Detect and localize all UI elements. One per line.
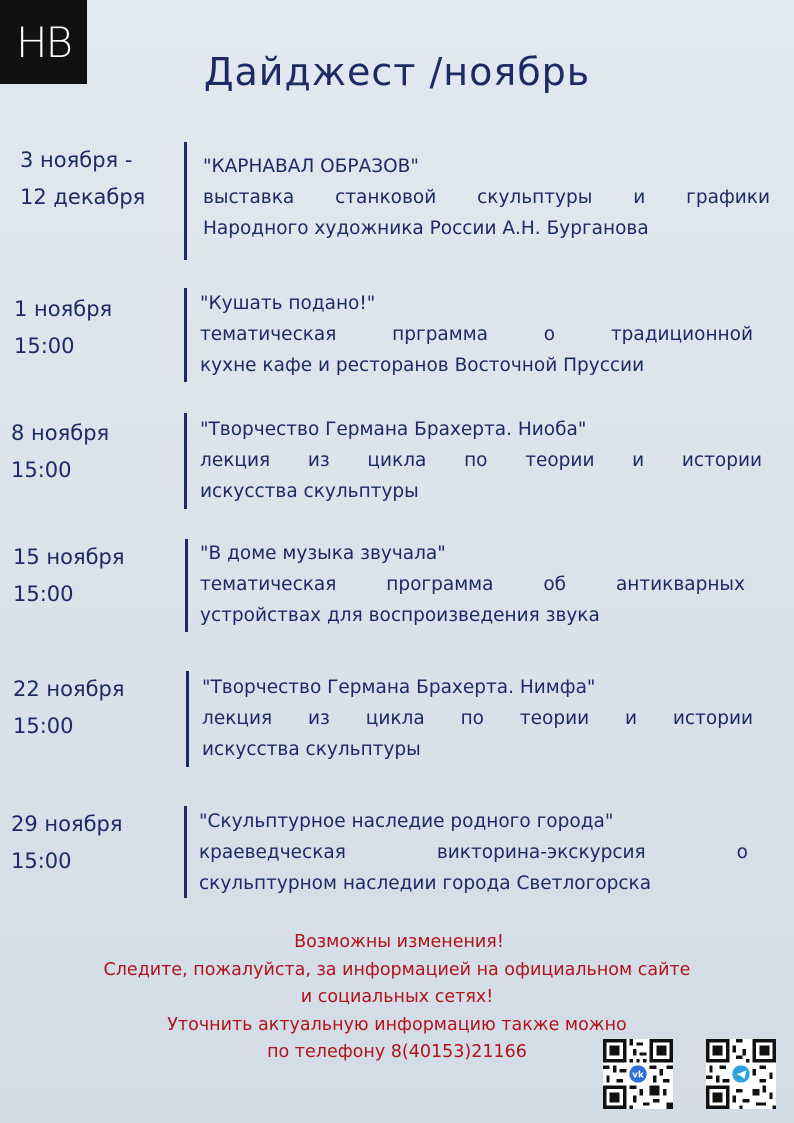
- event-desc-line1: лекция из цикла по теории и истории: [200, 450, 762, 471]
- event-date: [11, 415, 109, 489]
- event-title: "В доме музыка звучала": [200, 543, 446, 564]
- qr-code-vk-image: [603, 1039, 673, 1109]
- event-desc-line2: искусства скульптуры: [202, 739, 421, 760]
- event-description: [200, 538, 745, 631]
- changes-notice: [0, 929, 794, 1067]
- qr-code-telegram-image: [706, 1039, 776, 1109]
- event-description: [200, 414, 762, 507]
- event-title: "Творчество Германа Брахерта. Нимфа": [202, 677, 596, 698]
- event-title: "Скульптурное наследие родного города": [199, 811, 614, 832]
- page-title: Дайджест /ноябрь: [203, 50, 591, 94]
- event-desc-line1: выставка станковой скульптуры и графики: [203, 187, 770, 208]
- event-date-line1: 3 ноября -: [20, 148, 133, 172]
- event-date-line2: 15:00: [11, 458, 72, 482]
- notice-phone: по телефону 8(40153)21166: [267, 1042, 527, 1062]
- notice-line3: и социальных сетях!: [300, 987, 494, 1007]
- event-date: [11, 806, 123, 880]
- divider: [186, 671, 189, 767]
- event-date-line2: 15:00: [11, 849, 72, 873]
- event-desc-line1: тематическая прграмма о традиционной: [200, 324, 753, 345]
- notice-line2: Следите, пожалуйста, за информацией на официальном сайте: [103, 959, 691, 980]
- svg-text:vk: vk: [632, 1070, 644, 1081]
- event-date-line2: 15:00: [14, 334, 75, 358]
- event-description: [199, 806, 748, 899]
- event-description: [202, 672, 753, 765]
- divider: [185, 539, 188, 632]
- event-date: [20, 142, 145, 216]
- logo-text: НВ: [15, 17, 72, 67]
- event-date-line1: 22 ноября: [13, 677, 125, 701]
- event-date-line1: 15 ноября: [13, 545, 125, 569]
- event-desc-line2: устройствах для воспроизведения звука: [200, 605, 600, 626]
- divider: [184, 142, 187, 260]
- divider: [184, 288, 187, 382]
- event-date-line2: 15:00: [13, 582, 74, 606]
- event-desc-line2: скульптурном наследии города Светлогорска: [199, 873, 652, 894]
- divider: [184, 806, 187, 898]
- event-date: [14, 291, 112, 365]
- event-date-line1: 8 ноября: [11, 421, 110, 445]
- event-title: "КАРНАВАЛ ОБРАЗОВ": [203, 156, 419, 177]
- divider: [184, 413, 187, 509]
- event-date: [13, 539, 125, 613]
- event-date-line1: 1 ноября: [14, 297, 113, 321]
- event-date-line2: 12 декабря: [20, 185, 146, 209]
- event-desc-line1: краеведческая викторина-экскурсия о: [199, 842, 748, 863]
- event-date-line2: 15:00: [13, 714, 74, 738]
- event-description: [200, 288, 753, 381]
- qr-code-telegram[interactable]: [706, 1039, 776, 1109]
- qr-code-vk[interactable]: [603, 1039, 673, 1109]
- event-desc-line1: тематическая программа об антикварных: [200, 574, 745, 595]
- notice-line1: Возможны изменения!: [294, 932, 504, 952]
- event-desc-line2: Народного художника России А.Н. Бурганова: [203, 218, 649, 239]
- event-description: [203, 151, 770, 244]
- event-date-line1: 29 ноября: [11, 812, 123, 836]
- event-date: [13, 671, 125, 745]
- event-title: "Творчество Германа Брахерта. Ниоба": [200, 419, 587, 440]
- event-desc-line2: искусства скульптуры: [200, 481, 419, 502]
- event-desc-line1: лекция из цикла по теории и истории: [202, 708, 753, 729]
- event-desc-line2: кухне кафе и ресторанов Восточной Пруссии: [200, 355, 645, 376]
- notice-line4: Уточнить актуальную информацию также можно: [167, 1014, 627, 1035]
- event-title: "Кушать подано!": [200, 293, 376, 314]
